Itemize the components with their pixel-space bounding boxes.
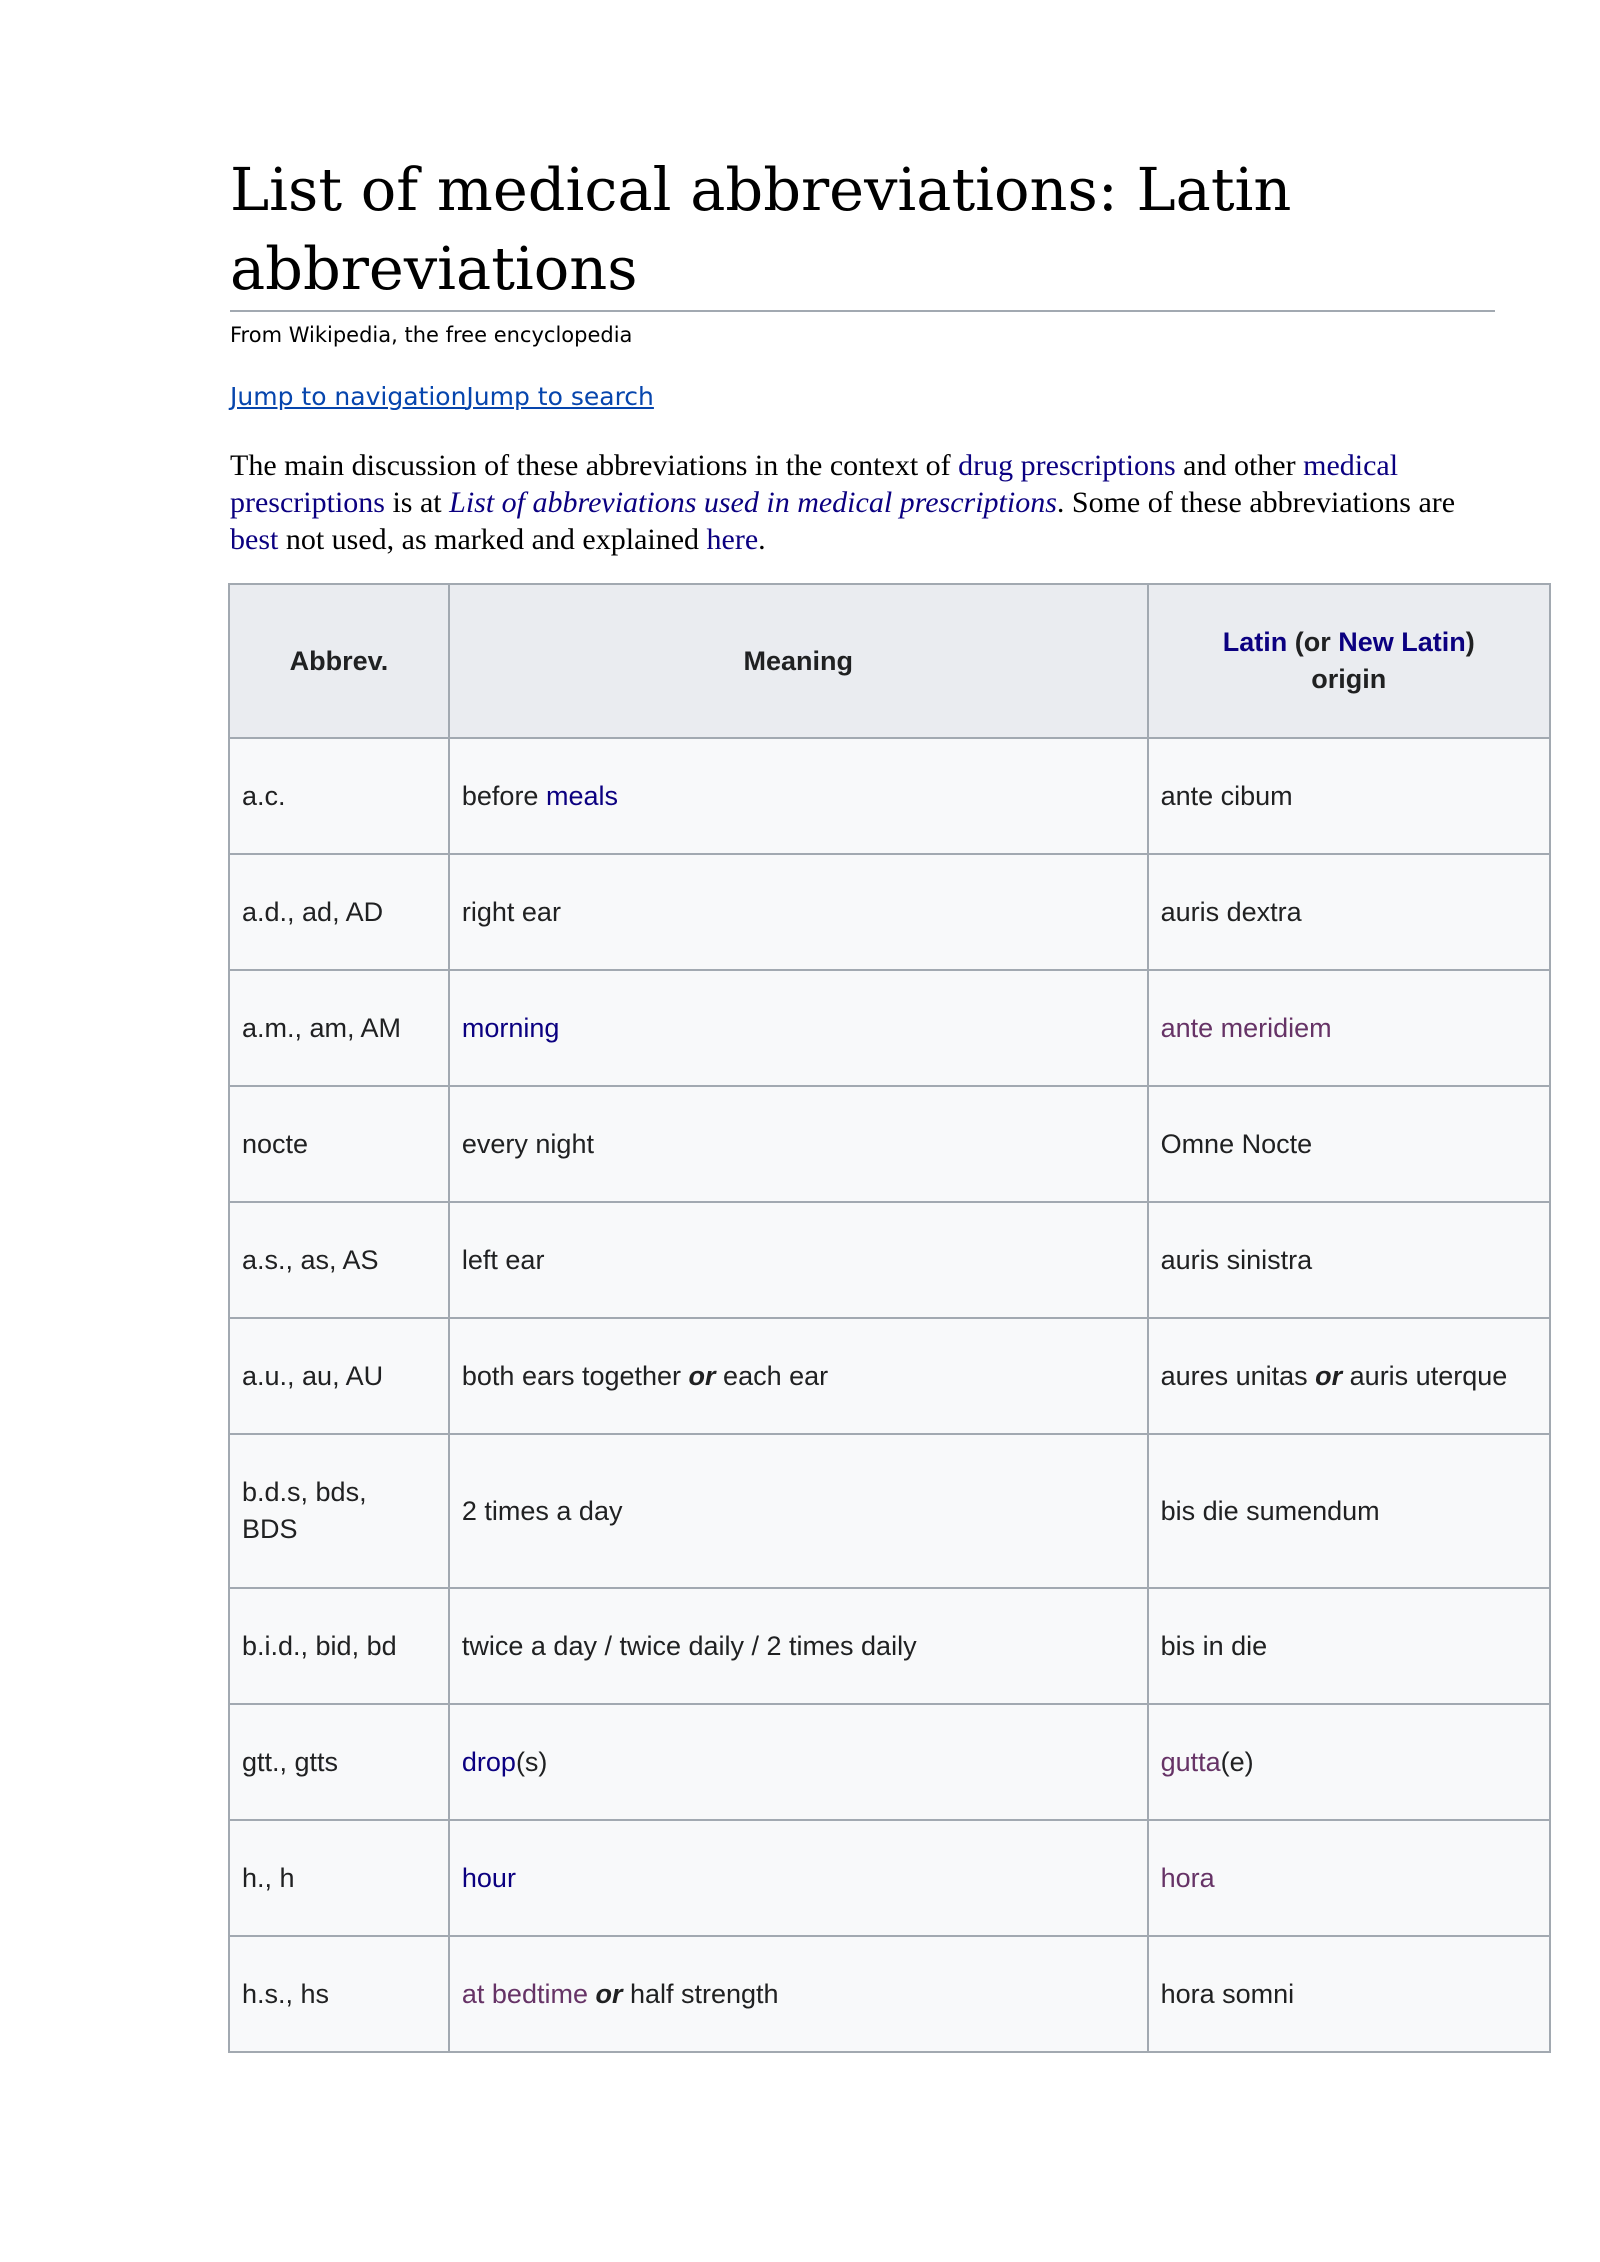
intro-paragraph bbox=[230, 447, 1500, 558]
title-divider bbox=[230, 310, 1495, 312]
table-row bbox=[229, 854, 1550, 970]
intro-text: The main discussion of these abbreviations in the context of bbox=[230, 449, 959, 482]
hour-link[interactable]: hour bbox=[461, 1862, 516, 1893]
morning-link[interactable]: morning bbox=[461, 1012, 560, 1043]
meaning-cell bbox=[449, 1704, 1148, 1820]
intro-text: . bbox=[758, 523, 766, 556]
table-row bbox=[229, 1588, 1550, 1704]
meaning-text: both ears together bbox=[461, 1360, 689, 1391]
abbrev-cell: gtt., gtts bbox=[229, 1704, 449, 1820]
ante-meridiem-link[interactable]: ante meridiem bbox=[1160, 1012, 1332, 1043]
meaning-cell bbox=[449, 738, 1148, 854]
abbrev-cell: a.m., am, AM bbox=[229, 970, 449, 1086]
origin-cell: auris sinistra bbox=[1148, 1202, 1550, 1318]
abbrev-cell: a.u., au, AU bbox=[229, 1318, 449, 1434]
abbreviations-table bbox=[228, 583, 1551, 2053]
meaning-text: each ear bbox=[715, 1360, 829, 1391]
intro-text: is at bbox=[384, 486, 450, 519]
header-text: ) bbox=[1465, 627, 1475, 657]
intro-text: not used, as marked and explained bbox=[278, 523, 707, 556]
new-latin-link[interactable]: New Latin bbox=[1338, 627, 1466, 657]
origin-cell bbox=[1148, 1820, 1550, 1936]
or-emphasis: or bbox=[595, 1978, 623, 2009]
header-meaning: Meaning bbox=[449, 584, 1148, 738]
origin-cell: bis in die bbox=[1148, 1588, 1550, 1704]
abbrev-cell bbox=[229, 1434, 449, 1588]
meaning-cell bbox=[449, 970, 1148, 1086]
table-header-row bbox=[229, 584, 1550, 738]
meaning-cell: right ear bbox=[449, 854, 1148, 970]
origin-text: (e) bbox=[1220, 1746, 1254, 1777]
abbrev-cell: h.s., hs bbox=[229, 1936, 449, 2052]
site-tagline: From Wikipedia, the free encyclopedia bbox=[230, 323, 633, 347]
abbrev-cell: a.c. bbox=[229, 738, 449, 854]
meaning-cell bbox=[449, 1318, 1148, 1434]
page-title: List of medical abbreviations: Latin abbreviations bbox=[230, 155, 1292, 303]
gutta-link[interactable]: gutta bbox=[1160, 1746, 1221, 1777]
table-row bbox=[229, 1318, 1550, 1434]
table-row bbox=[229, 970, 1550, 1086]
meals-link[interactable]: meals bbox=[545, 780, 618, 811]
list-of-abbreviations-link[interactable]: List of abbreviations used in medical prescriptions bbox=[449, 486, 1057, 519]
table-row bbox=[229, 1086, 1550, 1202]
hora-link[interactable]: hora bbox=[1160, 1862, 1215, 1893]
table-row bbox=[229, 1820, 1550, 1936]
abbrev-text: b.d.s, bds, BDS bbox=[242, 1477, 367, 1544]
origin-cell bbox=[1148, 1704, 1550, 1820]
table-row bbox=[229, 1434, 1550, 1588]
abbrev-cell: a.d., ad, AD bbox=[229, 854, 449, 970]
intro-text: and other bbox=[1175, 449, 1304, 482]
meaning-text: (s) bbox=[515, 1746, 548, 1777]
origin-cell: hora somni bbox=[1148, 1936, 1550, 2052]
header-text: origin bbox=[1311, 664, 1387, 694]
drop-link[interactable]: drop bbox=[461, 1746, 516, 1777]
header-abbrev: Abbrev. bbox=[229, 584, 449, 738]
meaning-cell: twice a day / twice daily / 2 times daily bbox=[449, 1588, 1148, 1704]
abbrev-cell: a.s., as, AS bbox=[229, 1202, 449, 1318]
jump-links bbox=[230, 382, 1550, 412]
header-origin bbox=[1148, 584, 1550, 738]
jump-to-navigation-link[interactable]: Jump to navigation bbox=[230, 382, 467, 411]
or-emphasis: or bbox=[1315, 1360, 1343, 1391]
jump-to-search-link[interactable]: Jump to search bbox=[466, 382, 654, 411]
table-row bbox=[229, 1202, 1550, 1318]
article bbox=[230, 150, 1550, 588]
or-emphasis: or bbox=[688, 1360, 716, 1391]
meaning-cell bbox=[449, 1936, 1148, 2052]
abbrev-cell: nocte bbox=[229, 1086, 449, 1202]
table-row bbox=[229, 1936, 1550, 2052]
meaning-cell: 2 times a day bbox=[449, 1434, 1148, 1588]
meaning-text: before bbox=[461, 780, 546, 811]
abbrev-cell: b.i.d., bid, bd bbox=[229, 1588, 449, 1704]
origin-text: aures unitas bbox=[1160, 1360, 1316, 1391]
meaning-cell: every night bbox=[449, 1086, 1148, 1202]
latin-link[interactable]: Latin bbox=[1222, 627, 1288, 657]
best-link[interactable]: best bbox=[230, 523, 279, 556]
origin-cell bbox=[1148, 1318, 1550, 1434]
table-row bbox=[229, 738, 1550, 854]
intro-text: . Some of these abbreviations are bbox=[1056, 486, 1456, 519]
origin-cell: ante cibum bbox=[1148, 738, 1550, 854]
header-text: (or bbox=[1287, 627, 1339, 657]
drug-prescriptions-link[interactable]: drug prescriptions bbox=[958, 449, 1176, 482]
medical-prescriptions-link[interactable]: medical prescriptions bbox=[230, 449, 1399, 519]
at-bedtime-link[interactable]: at bedtime bbox=[461, 1978, 588, 2009]
origin-cell: bis die sumendum bbox=[1148, 1434, 1550, 1588]
origin-cell bbox=[1148, 970, 1550, 1086]
here-link[interactable]: here bbox=[706, 523, 759, 556]
origin-cell: Omne Nocte bbox=[1148, 1086, 1550, 1202]
table-row bbox=[229, 1704, 1550, 1820]
meaning-cell: left ear bbox=[449, 1202, 1148, 1318]
origin-text: auris uterque bbox=[1342, 1360, 1508, 1391]
origin-cell: auris dextra bbox=[1148, 854, 1550, 970]
meaning-text: half strength bbox=[622, 1978, 779, 2009]
meaning-cell bbox=[449, 1820, 1148, 1936]
abbrev-cell: h., h bbox=[229, 1820, 449, 1936]
